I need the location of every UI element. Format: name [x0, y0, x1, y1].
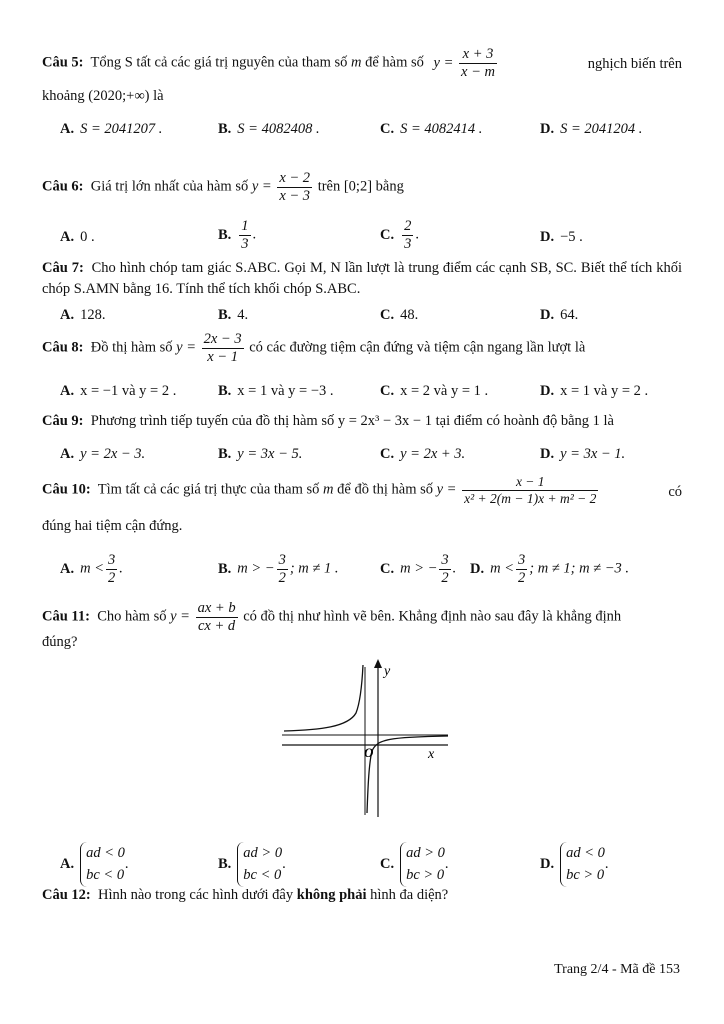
- q6-option-a[interactable]: A. 0 .: [60, 229, 95, 245]
- q6-option-d[interactable]: D. −5 .: [540, 229, 583, 245]
- q10-stem: [42, 474, 682, 506]
- q10-var-m: m: [323, 481, 334, 498]
- q7-option-d[interactable]: D. 64.: [540, 307, 579, 323]
- q12-label: Câu 12:: [42, 887, 91, 903]
- left-branch: [284, 665, 363, 731]
- q7-option-c[interactable]: C. 48.: [380, 307, 419, 323]
- q10-fraction: $\frac{x - 1}{\text{x² + 2(m − 1)x + m² − 2}}$: [464, 474, 597, 506]
- q5-fraction: $\frac{x + 3}{x - m}$: [461, 46, 495, 80]
- q10-y-eq: y =: [436, 481, 457, 498]
- q12-text-b: hình đa diện?: [370, 887, 449, 903]
- q6-fraction: $\frac{x - 2}{x - 3}$: [279, 170, 311, 204]
- q5-option-d[interactable]: D. S = 2041204 .: [540, 121, 643, 137]
- q6-text-a: Giá trị lớn nhất của hàm số: [90, 178, 249, 195]
- q6-option-c[interactable]: C. $\frac{2}{3}$ .: [380, 218, 419, 252]
- q11-text-a: Cho hàm số: [97, 608, 167, 625]
- q10-text-a: Tìm tất cả các giá trị thực của tham số: [97, 481, 320, 498]
- right-branch: [367, 736, 448, 813]
- q10-text-b: để đồ thị hàm số: [337, 481, 433, 498]
- q8-y-eq: y =: [176, 339, 196, 356]
- q7-option-b[interactable]: B. 4.: [218, 307, 249, 323]
- q10-text-c: có: [668, 484, 682, 500]
- q5-text-a: Tổng S tất cả các giá trị nguyên của tham số: [90, 54, 348, 71]
- page-footer: Trang 2/4 - Mã đề 153: [554, 962, 680, 977]
- q10-label: Câu 10:: [42, 481, 91, 498]
- q6-option-b[interactable]: B. $\frac{1}{3}$ .: [218, 218, 257, 252]
- q5-option-c[interactable]: C. S = 4082414 .: [380, 121, 483, 137]
- x-axis-label: x: [428, 747, 435, 762]
- q11-y-eq: y =: [170, 608, 190, 625]
- q9-option-a[interactable]: A. y = 2x − 3.: [60, 446, 146, 462]
- q11-option-a[interactable]: A.ad < 0 bc < 0.: [60, 842, 129, 887]
- q5-option-a[interactable]: A. S = 2041207 .: [60, 121, 163, 137]
- q6-y-eq: y =: [251, 178, 272, 195]
- q6-stem: [42, 170, 404, 204]
- q10-option-c[interactable]: C. m > − $\frac{3}{2}$ .: [380, 552, 457, 586]
- q11-graph: [280, 655, 450, 820]
- q6-label: Câu 6:: [42, 178, 84, 195]
- q8-fraction: $\frac{2x - 3}{x - 1}$: [203, 331, 242, 365]
- q5-line2: khoảng (2020;+∞) là: [42, 88, 164, 104]
- q8-label: Câu 8:: [42, 339, 84, 356]
- q8-option-d[interactable]: D. x = 1 và y = 2 .: [540, 383, 649, 399]
- q11-option-d[interactable]: D.ad < 0 bc > 0.: [540, 842, 609, 887]
- q5-var-m: m: [351, 54, 362, 71]
- q8-option-a[interactable]: A. x = −1 và y = 2 .: [60, 383, 177, 399]
- q9-option-d[interactable]: D. y = 3x − 1.: [540, 446, 626, 462]
- q10-option-b[interactable]: B. m > − $\frac{3}{2}$ ; m ≠ 1 .: [218, 552, 339, 586]
- q11-label: Câu 11:: [42, 608, 90, 625]
- q8-option-c[interactable]: C. x = 2 và y = 1 .: [380, 383, 489, 399]
- q10-option-d[interactable]: D. m < $\frac{3}{2}$ ; m ≠ 1; m ≠ −3 .: [470, 552, 630, 586]
- q11-stem: [42, 600, 682, 634]
- q7-option-a[interactable]: A. 128.: [60, 307, 106, 323]
- q9-stem: [42, 413, 614, 430]
- y-axis-label: y: [384, 664, 391, 679]
- q5-text-c: nghịch biến trên: [587, 56, 682, 72]
- q5-option-b[interactable]: B. S = 4082408 .: [218, 121, 320, 137]
- q6-text-b: trên [0;2] bằng: [317, 178, 404, 195]
- q9-text: Phương trình tiếp tuyến của đồ thị hàm số y = 2x³ − 3x − 1 tại điểm có hoành độ bằng 1 là: [90, 413, 614, 429]
- q11-option-b[interactable]: B.ad > 0 bc < 0.: [218, 842, 286, 887]
- q9-option-b[interactable]: B. y = 3x − 5.: [218, 446, 303, 462]
- q10-line2: đúng hai tiệm cận đứng.: [42, 518, 183, 534]
- q12-stem: [42, 887, 448, 904]
- q10-option-a[interactable]: A. m < $\frac{3}{2}$ .: [60, 552, 123, 586]
- q5-text-b: để hàm số: [365, 54, 424, 71]
- q8-text-b: có các đường tiệm cận đứng và tiệm cận ngang lần lượt là: [249, 339, 586, 356]
- q5-stem: [42, 46, 682, 80]
- origin-label: O: [364, 745, 374, 760]
- q8-stem: [42, 331, 585, 365]
- q8-option-b[interactable]: B. x = 1 và y = −3 .: [218, 383, 334, 399]
- q7-stem: [42, 258, 682, 300]
- q11-line2: đúng?: [42, 634, 78, 650]
- q12-emphasis: không phải: [296, 887, 367, 903]
- q9-option-c[interactable]: C. y = 2x + 3.: [380, 446, 466, 462]
- q11-fraction: $\frac{ax + b}{cx + d}$: [197, 600, 236, 634]
- q7-text: Cho hình chóp tam giác S.ABC. Gọi M, N lần lượt là trung điểm các cạnh SB, SC. Biết thể tích khối chóp S.AMN bằng 16. Tính thể tích khối chóp S.ABC.: [42, 260, 683, 298]
- q9-label: Câu 9:: [42, 413, 84, 429]
- q12-text-a: Hình nào trong các hình dưới đây: [98, 887, 294, 903]
- q5-y-eq: y =: [433, 54, 454, 71]
- q5-label: Câu 5:: [42, 54, 84, 71]
- q11-option-c[interactable]: C.ad > 0 bc > 0.: [380, 842, 449, 887]
- y-axis-arrow: [374, 659, 382, 668]
- q8-text-a: Đồ thị hàm số: [90, 339, 173, 356]
- q7-label: Câu 7:: [42, 260, 84, 276]
- q11-text-b: có đồ thị như hình vẽ bên. Khẳng định nào sau đây là khẳng định: [243, 608, 622, 625]
